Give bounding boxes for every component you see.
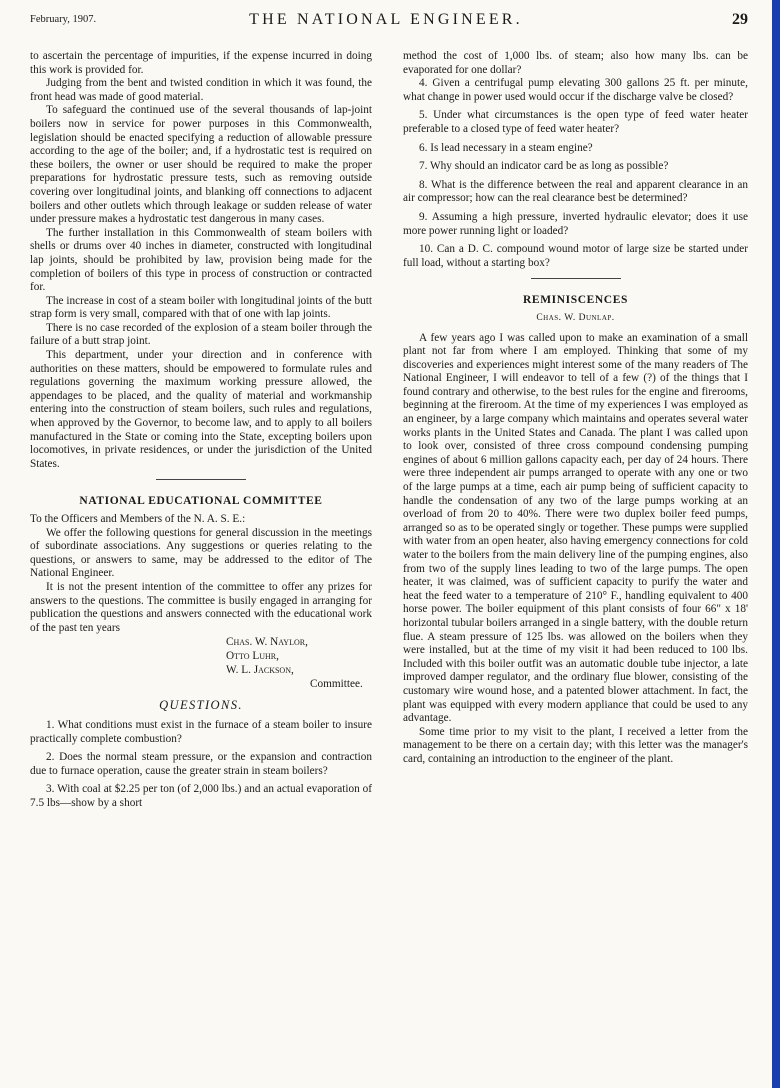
- issue-date: February, 1907.: [30, 14, 97, 25]
- question: 1. What conditions must exist in the furnace of a steam boiler to insure practically complete combustion?: [30, 718, 372, 745]
- paragraph: We offer the following questions for general discussion in the meetings of subordinate associations. Any suggestions or queries relating to the questions, or answers to same, may be addressed to the editor of The National Engineer.: [30, 526, 372, 580]
- questions-heading: QUESTIONS.: [159, 698, 243, 713]
- question-continued: method the cost of 1,000 lbs. of steam; also how many lbs. can be evaporated for one dollar?: [403, 50, 748, 76]
- section-divider: [156, 479, 246, 480]
- page-number: 29: [732, 11, 748, 28]
- paragraph: It is not the present intention of the committee to offer any prizes for answers to the questions. The committee is busily engaged in arranging for publication the questions and answers connected with the educational work of the past ten years: [30, 580, 372, 634]
- right-column: [403, 50, 748, 767]
- committee-signatures: [30, 635, 372, 691]
- paragraph: To safeguard the continued use of the several thousands of lap-joint boilers now in service for power purposes in this Commonwealth, legislation should be enacted specifying a reduction of allowable pressure according to the age of the boiler; and, if a hydrostatic test is required on these boilers, the owner or user should be required to make the proper preparations for hydrostatic pressure tests, such as removing outside covering over longitudinal joints, and blanking off connections to adjacent boilers and other outlets which through leakage or sudden release of water under pressure makes a hydrostatic test dangerous in many cases.: [30, 104, 372, 226]
- paragraph: The further installation in this Commonwealth of steam boilers with shells or drums over 40 inches in diameter, constructed with longitudinal lap joints, should be prohibited by law, provision being made for the completion of boilers of this type in process of construction or contracted for.: [30, 226, 372, 294]
- signer-name: Otto Luhr,: [226, 650, 279, 663]
- article-byline: Chas. W. Dunlap.: [536, 312, 615, 323]
- question: 5. Under what circumstances is the open type of feed water heater preferable to a closed type of feed water heater?: [403, 109, 748, 135]
- paragraph: There is no case recorded of the explosion of a steam boiler through the failure of a butt strap joint.: [30, 321, 372, 348]
- signer-name: Chas. W. Naylor,: [226, 636, 308, 649]
- paragraph: A few years ago I was called upon to make an examination of a small plant not far from where I am employed. Thinking that some of my discoveries and experiences might interest some of the many readers of The National Engineer, I will endeavor to tell of a few (?) of the things that I found contrary and otherwise, to the best rules for the engine and firerooms, beginning at the fireroom. At the time of my experiences I was employed as an engineer, by a large company which maintains and operates several water works plants in the United States and Canada. The plant I was called upon to look over, consisted of three cross compound condensing pumping engines of about 6 million gallons capacity each, per day of 24 hours. There were three independent air pumps arranged to operate with any one or two of the large pumps at a time, each air pump being of sufficient capacity to handle the condensation of any two of the large pumps working at an overload of from 20 to 40%. There were two duplex boiler feed pumps, arranged so as to be operated singly or together. These pumps were supplied with water from an open heater, also having emergency connections for cold water to the boilers from the main delivery line of the pumping engines, also from two of the supply lines leading to two of the large pumps. The open heater, it was claimed, was of sufficient capacity to purify the water and heat the feed water to a temperature of 210° F., handling equivalent to 400 horse power. The boiler equipment of this plant consists of four 66" x 18' horizontal tubular boilers arranged in a single battery, with the double return flue. A steam pressure of 125 lbs. was allowed on the boilers when they were installed, but at the time of my visit it had been reduced to 100 lbs. Included with this boiler outfit was an automatic double tube injector, a late improved damper regulator, and the ordinary flue blower, consisting of the customary wire wound hose, and a patented blower attachment. In fact, the plant was equipped with every modern appliance that could be used to any advantage.: [403, 331, 748, 725]
- paragraph: This department, under your direction and in conference with authorities on these matters, should be empowered to formulate rules and regulations governing the maximum working pressure allowed, the appendages to be placed, and the quality of material and workmanship entering into the construction of steam boilers, such rules and regulations, when approved by the Governor, to become law, and to apply to all boilers manufactured in the State or coming into the State, excepting boilers upon locomotives, in private residences, or under the jurisdiction of the United States.: [30, 349, 372, 470]
- question: 9. Assuming a high pressure, inverted hydraulic elevator; does it use more power running light or loaded?: [403, 210, 748, 237]
- paragraph: Judging from the bent and twisted condition in which it was found, the front head was made of good material.: [30, 77, 372, 103]
- left-column: [30, 50, 372, 816]
- salutation: To the Officers and Members of the N. A. S. E.:: [30, 513, 246, 525]
- question: 8. What is the difference between the real and apparent clearance in an air compressor; how can the real clearance best be determined?: [403, 178, 748, 205]
- question: 2. Does the normal steam pressure, or the expansion and contraction due to furnace operation, cause the greater strain in steam boilers?: [30, 751, 372, 777]
- question: 6. Is lead necessary in a steam engine?: [419, 141, 593, 154]
- page-edge-border: [772, 0, 780, 1088]
- section-divider: [531, 278, 621, 279]
- journal-title: THE NATIONAL ENGINEER.: [249, 11, 523, 28]
- question: 10. Can a D. C. compound wound motor of large size be started under full load, without a starting box?: [403, 243, 748, 269]
- committee-heading: NATIONAL EDUCATIONAL COMMITTEE: [79, 495, 323, 508]
- running-header: [0, 10, 772, 32]
- question: 3. With coal at $2.25 per ton (of 2,000 lbs.) and an actual evaporation of 7.5 lbs—show by a short: [30, 783, 372, 809]
- signer-role: Committee.: [310, 678, 363, 691]
- paragraph: Some time prior to my visit to the plant, I received a letter from the management to be there on a certain day; with this letter was the manager's card, containing an introduction to the engineer of the plant.: [403, 725, 748, 765]
- question: 7. Why should an indicator card be as long as possible?: [419, 160, 669, 173]
- signer-name: W. L. Jackson,: [226, 664, 294, 677]
- question: 4. Given a centrifugal pump elevating 300 gallons 25 ft. per minute, what change in power used would occur if the discharge valve be closed?: [403, 77, 748, 103]
- paragraph: to ascertain the percentage of impurities, if the expense incurred in doing this work is provided for.: [30, 50, 372, 76]
- article-title: REMINISCENCES: [523, 294, 628, 307]
- paragraph: The increase in cost of a steam boiler with longitudinal joints of the butt strap form is very small, compared with that of one with lap joints.: [30, 294, 372, 321]
